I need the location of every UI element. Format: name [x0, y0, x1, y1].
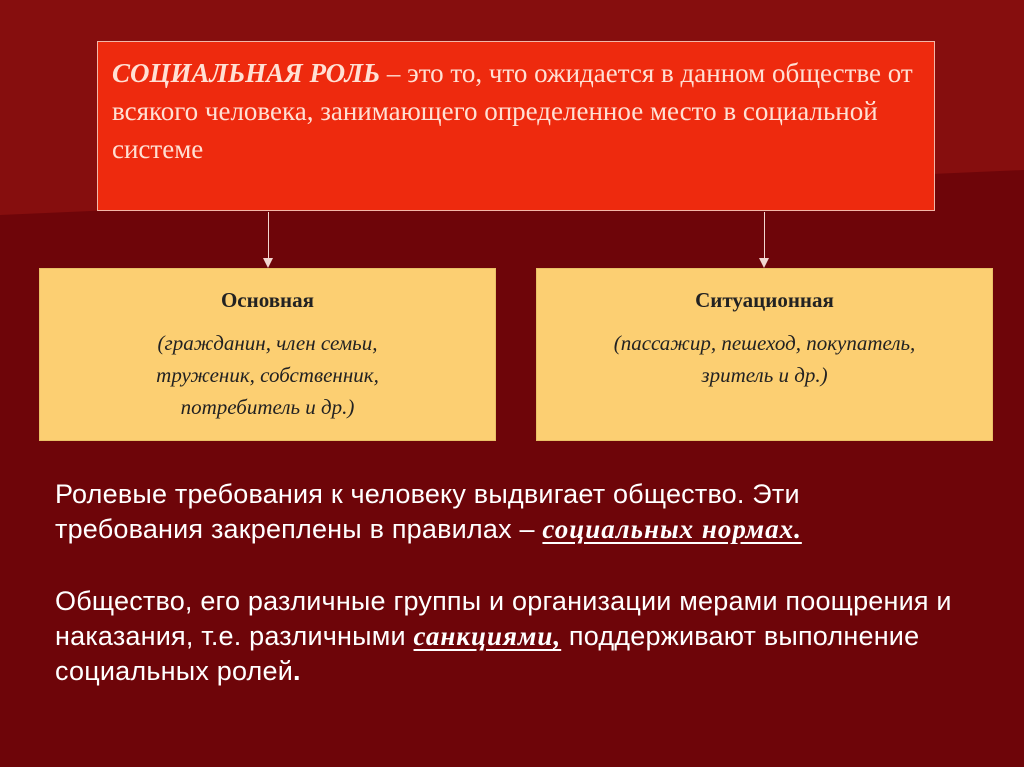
paragraph-end: .	[293, 656, 301, 686]
role-examples-line: потребитель и др.)	[180, 395, 355, 419]
role-examples-line: (гражданин, член семьи,	[157, 331, 378, 355]
paragraph-text: поддерживают выполнение социальных ролей	[55, 621, 920, 686]
role-box-situational	[536, 268, 993, 441]
paragraph-text: Общество, его различные группы и организации мерами поощрения и наказания, т.е. различными	[55, 586, 952, 651]
paragraph-sanctions	[55, 584, 955, 689]
role-examples-situational	[537, 327, 992, 391]
sanctions-term: санкциями,	[413, 621, 562, 651]
role-title-basic: Основная	[220, 288, 315, 312]
definition-box	[97, 41, 935, 211]
definition-term: СОЦИАЛЬНАЯ РОЛЬ	[112, 58, 381, 88]
role-examples-line: (пассажир, пешеход, покупатель,	[613, 331, 916, 355]
role-examples-basic	[40, 327, 495, 423]
definition-text: – это то, что ожидается в данном обществе от всякого человека, занимающего определенное место в социальной системе	[112, 58, 913, 164]
arrow-right	[764, 212, 765, 266]
role-examples-line: труженик, собственник,	[156, 363, 379, 387]
role-examples-line: зритель и др.)	[701, 363, 828, 387]
role-title-situational: Ситуационная	[695, 288, 834, 312]
paragraph-role-requirements	[55, 477, 955, 547]
paragraph-text: Ролевые требования к человеку выдвигает общество. Эти требования закреплены в правилах –	[55, 479, 800, 544]
social-norms-term: социальных нормах.	[542, 514, 802, 544]
role-box-basic	[39, 268, 496, 441]
arrow-left	[268, 212, 269, 266]
